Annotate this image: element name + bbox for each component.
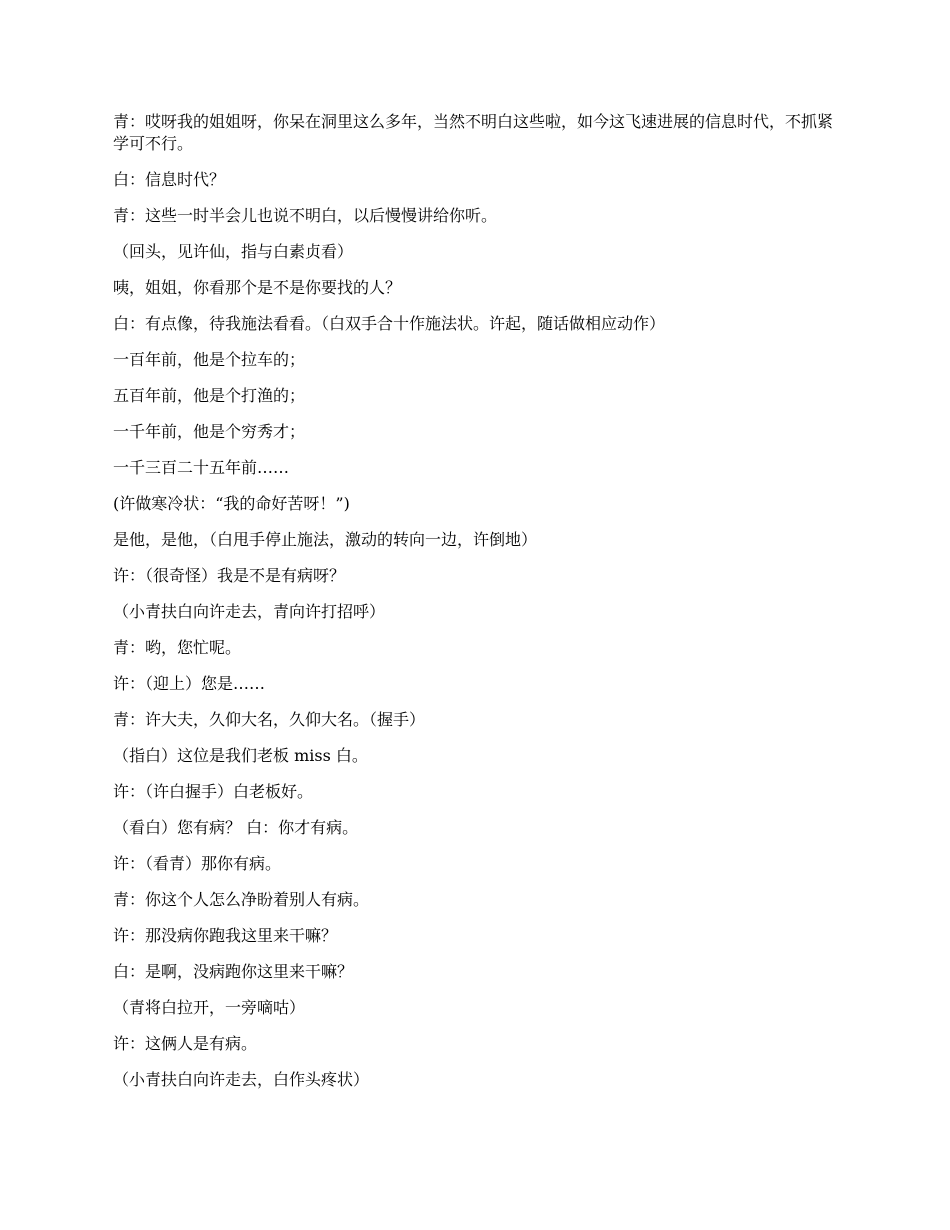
dialogue-line: 许：那没病你跑我这里来干嘛？ — [113, 926, 338, 945]
dialogue-line: 咦，姐姐，你看那个是不是你要找的人？ — [113, 278, 402, 297]
dialogue-line: 一千三百二十五年前…… — [113, 458, 290, 477]
dialogue-line: 许：（很奇怪）我是不是有病呀？ — [113, 566, 346, 585]
stage-direction: （小青扶白向许走去，青向许打招呼） — [113, 602, 386, 621]
dialogue-line: 白：有点像，待我施法看看。（白双手合十作施法状。许起，随话做相应动作） — [113, 314, 666, 333]
dialogue-line: 五百年前，他是个打渔的； — [113, 386, 306, 405]
dialogue-line: 一百年前，他是个拉车的； — [113, 350, 306, 369]
dialogue-line: 青：许大夫，久仰大名，久仰大名。（握手） — [113, 710, 426, 729]
dialogue-line: 白：信息时代？ — [113, 170, 226, 189]
stage-direction: (许做寒冷状：“我的命好苦呀！”) — [113, 494, 350, 513]
dialogue-line: 青：哟，您忙呢。 — [113, 638, 242, 657]
stage-direction: （小青扶白向许走去，白作头疼状） — [113, 1070, 370, 1089]
dialogue-line: （指白）这位是我们老板 miss 白。 — [113, 746, 368, 765]
stage-direction: （青将白拉开，一旁嘀咕） — [113, 998, 306, 1017]
dialogue-line: 许：（看青）那你有病。 — [113, 854, 282, 873]
dialogue-line: （看白）您有病？ 白：你才有病。 — [113, 818, 359, 837]
dialogue-line: 一千年前，他是个穷秀才； — [113, 422, 306, 441]
document-page — [113, 111, 840, 1104]
dialogue-line: 许：（迎上）您是…… — [113, 674, 266, 693]
dialogue-line: 许：（许白握手）白老板好。 — [113, 782, 314, 801]
dialogue-line: 许：这俩人是有病。 — [113, 1034, 258, 1053]
dialogue-line: 是他，是他，（白甩手停止施法，激动的转向一边，许倒地） — [113, 530, 538, 549]
dialogue-line: 白：是啊，没病跑你这里来干嘛？ — [113, 962, 354, 981]
stage-direction: （回头，见许仙，指与白素贞看） — [113, 242, 354, 261]
dialogue-line: 青：这些一时半会儿也说不明白，以后慢慢讲给你听。 — [113, 206, 498, 225]
dialogue-line: 青：哎呀我的姐姐呀，你呆在洞里这么多年，当然不明白这些啦，如今这飞速进展的信息时代，不抓紧学可不行。 — [113, 112, 834, 153]
dialogue-line: 青：你这个人怎么净盼着别人有病。 — [113, 890, 370, 909]
